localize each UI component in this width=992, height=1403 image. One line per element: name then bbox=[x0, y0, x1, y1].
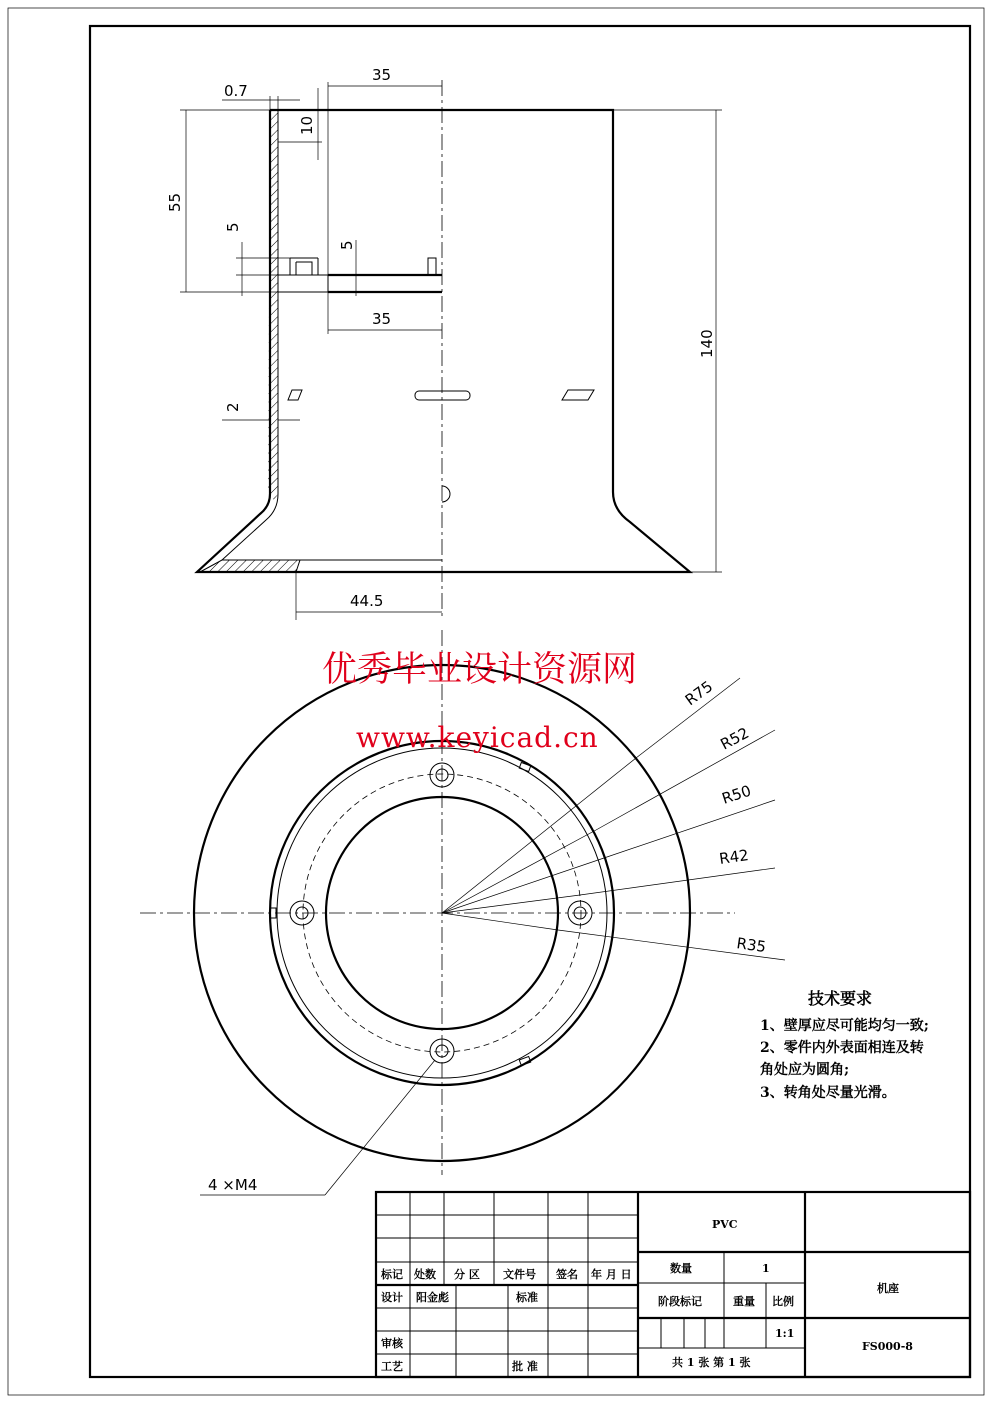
dim-35-mid: 35 bbox=[372, 310, 392, 328]
tb-designer: 阳金彪 bbox=[416, 1291, 449, 1304]
label-r75: R75 bbox=[681, 677, 717, 710]
dim-10: 10 bbox=[298, 115, 316, 135]
outer-border bbox=[8, 8, 984, 1395]
watermark-title: 优秀毕业设计资源网 bbox=[322, 650, 638, 690]
ledge-tab bbox=[428, 258, 436, 275]
notes-line-2: 2、零件内外表面相连及转 bbox=[760, 1040, 924, 1056]
tb-sheets: 共 1 张 第 1 张 bbox=[672, 1356, 751, 1369]
inner-border bbox=[90, 26, 970, 1377]
tb-review: 审核 bbox=[381, 1337, 403, 1350]
sheet-borders bbox=[8, 8, 984, 1395]
dim-44-5: 44.5 bbox=[350, 592, 384, 610]
slot-left bbox=[288, 390, 302, 400]
section-outline bbox=[197, 110, 442, 572]
inner-wall-line bbox=[222, 110, 442, 560]
dim-5-left: 5 bbox=[224, 222, 242, 232]
notes-line-3: 角处应为圆角; bbox=[760, 1062, 850, 1078]
tb-qty-value: 1 bbox=[762, 1262, 770, 1275]
dim-0-7: 0.7 bbox=[224, 82, 248, 100]
slot-right bbox=[562, 390, 594, 400]
dim-140: 140 bbox=[698, 329, 716, 358]
label-r50: R50 bbox=[719, 781, 754, 808]
watermark-url: www.keyicad.cn bbox=[356, 721, 599, 754]
tb-sign: 签名 bbox=[556, 1268, 578, 1281]
flange-hatch bbox=[200, 560, 300, 572]
dim-2: 2 bbox=[224, 402, 242, 412]
label-holes: 4 ×M4 bbox=[208, 1176, 258, 1194]
top-view bbox=[140, 630, 785, 1195]
dim-35-top: 35 bbox=[372, 66, 392, 84]
tb-process: 工艺 bbox=[381, 1360, 403, 1373]
tb-scale-value: 1:1 bbox=[775, 1327, 795, 1340]
tb-docno: 文件号 bbox=[503, 1268, 536, 1281]
ledge-section bbox=[278, 275, 328, 292]
tb-drawing-no: FS000-8 bbox=[862, 1340, 913, 1353]
tb-zone: 分 区 bbox=[454, 1268, 480, 1281]
tb-count: 处数 bbox=[414, 1268, 436, 1281]
tb-design: 设计 bbox=[381, 1291, 403, 1304]
tb-standardize: 标准 bbox=[516, 1291, 538, 1304]
tb-approve: 批 准 bbox=[512, 1360, 538, 1373]
tb-qty-label: 数量 bbox=[670, 1262, 692, 1275]
tb-material: PVC bbox=[712, 1218, 738, 1231]
hole-arc bbox=[442, 486, 450, 502]
tb-mark: 标记 bbox=[381, 1268, 403, 1281]
dim-5-right: 5 bbox=[338, 240, 356, 250]
dim-55: 55 bbox=[166, 192, 184, 212]
tb-part-name: 机座 bbox=[877, 1282, 899, 1295]
outer-contour bbox=[270, 110, 690, 572]
slot-center bbox=[415, 391, 470, 400]
label-r42: R42 bbox=[718, 846, 750, 868]
notes-title: 技术要求 bbox=[808, 989, 873, 1008]
tb-scale-label: 比例 bbox=[772, 1295, 794, 1308]
front-view bbox=[166, 66, 722, 620]
technical-notes bbox=[760, 989, 929, 1101]
front-dimensions bbox=[166, 66, 722, 620]
notes-line-4: 3、转角处尽量光滑。 bbox=[760, 1085, 896, 1101]
tb-stage-label: 阶段标记 bbox=[658, 1295, 702, 1308]
boss-section bbox=[290, 258, 318, 275]
tb-weight-label: 重量 bbox=[733, 1295, 755, 1308]
tb-date: 年 月 日 bbox=[591, 1268, 632, 1281]
title-block bbox=[376, 1192, 970, 1377]
label-r52: R52 bbox=[717, 723, 752, 754]
notes-line-1: 1、壁厚应尽可能均匀一致; bbox=[760, 1018, 929, 1034]
label-r35: R35 bbox=[735, 934, 768, 957]
